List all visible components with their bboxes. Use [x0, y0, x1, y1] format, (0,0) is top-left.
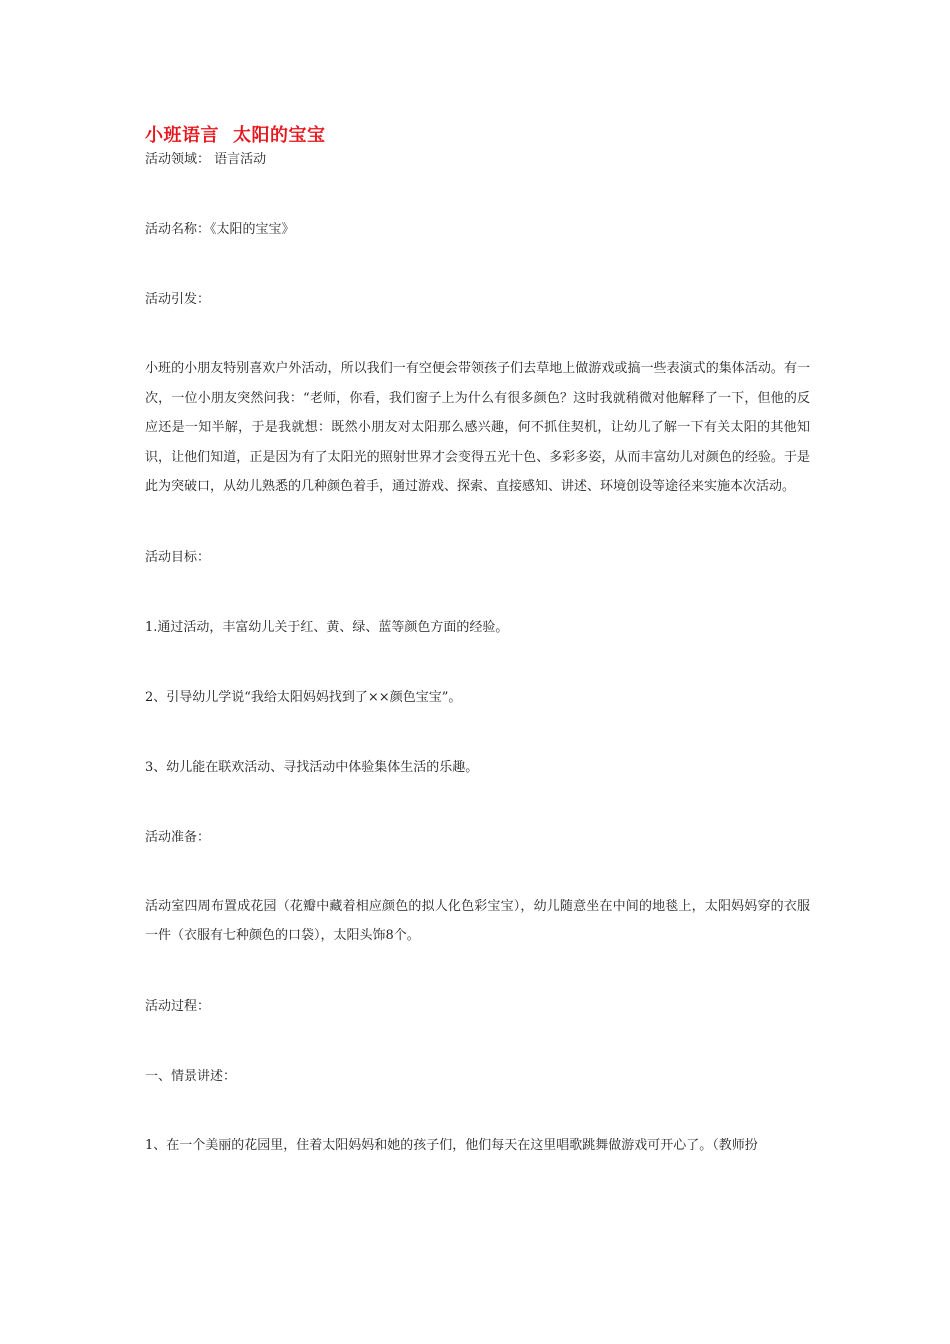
goal-item-2: 2、引导幼儿学说“我给太阳妈妈找到了××颜色宝宝”。	[145, 689, 462, 705]
goals-heading: 活动目标：	[145, 549, 211, 565]
preparation-paragraph: 活动室四周布置成花园（花瓣中藏着相应颜色的拟人化色彩宝宝），幼儿随意坐在中间的地毯上，太阳妈妈穿的衣服一件（衣服有七种颜色的口袋），太阳头饰8个。	[145, 898, 810, 943]
document-title	[145, 122, 810, 150]
section-heading-1: 一、情景讲述：	[145, 1068, 237, 1084]
title-part-2: 太阳的宝宝	[233, 125, 326, 146]
process-heading: 活动过程：	[145, 998, 211, 1014]
activity-domain-line: 活动领域： 语言活动	[145, 152, 267, 167]
preparation-heading: 活动准备：	[145, 829, 211, 845]
activity-name-line: 活动名称：《太阳的宝宝》	[145, 222, 295, 237]
title-part-1: 小班语言	[145, 125, 219, 146]
document-body	[145, 122, 810, 1160]
process-step-1: 1、在一个美丽的花园里，住着太阳妈妈和她的孩子们，他们每天在这里唱歌跳舞做游戏可开心了。（教师扮	[145, 1137, 758, 1153]
origin-paragraph: 小班的小朋友特别喜欢户外活动，所以我们一有空便会带领孩子们去草地上做游戏或搞一些表演式的集体活动。有一次，一位小朋友突然问我：“老师，你看，我们窗子上为什么有很多颜色？这时我就稍微对他解释了一下，但他的反应还是一知半解，于是我就想：既然小朋友对太阳那么感兴趣，何不抓住契机，让幼儿了解一下有关太阳的其他知识，让他们知道，正是因为有了太阳光的照射世界才会变得五光十色、多彩多姿，从而丰富幼儿对颜色的经验。于是此为突破口，从幼儿熟悉的几种颜色着手，通过游戏、探索、直接感知、讲述、环境创设等途径来实施本次活动。	[145, 361, 810, 494]
origin-heading: 活动引发：	[145, 292, 211, 307]
goal-item-3: 3、幼儿能在联欢活动、寻找活动中体验集体生活的乐趣。	[145, 759, 479, 775]
goal-item-1: 1.通过活动，丰富幼儿关于红、黄、绿、蓝等颜色方面的经验。	[145, 619, 509, 635]
